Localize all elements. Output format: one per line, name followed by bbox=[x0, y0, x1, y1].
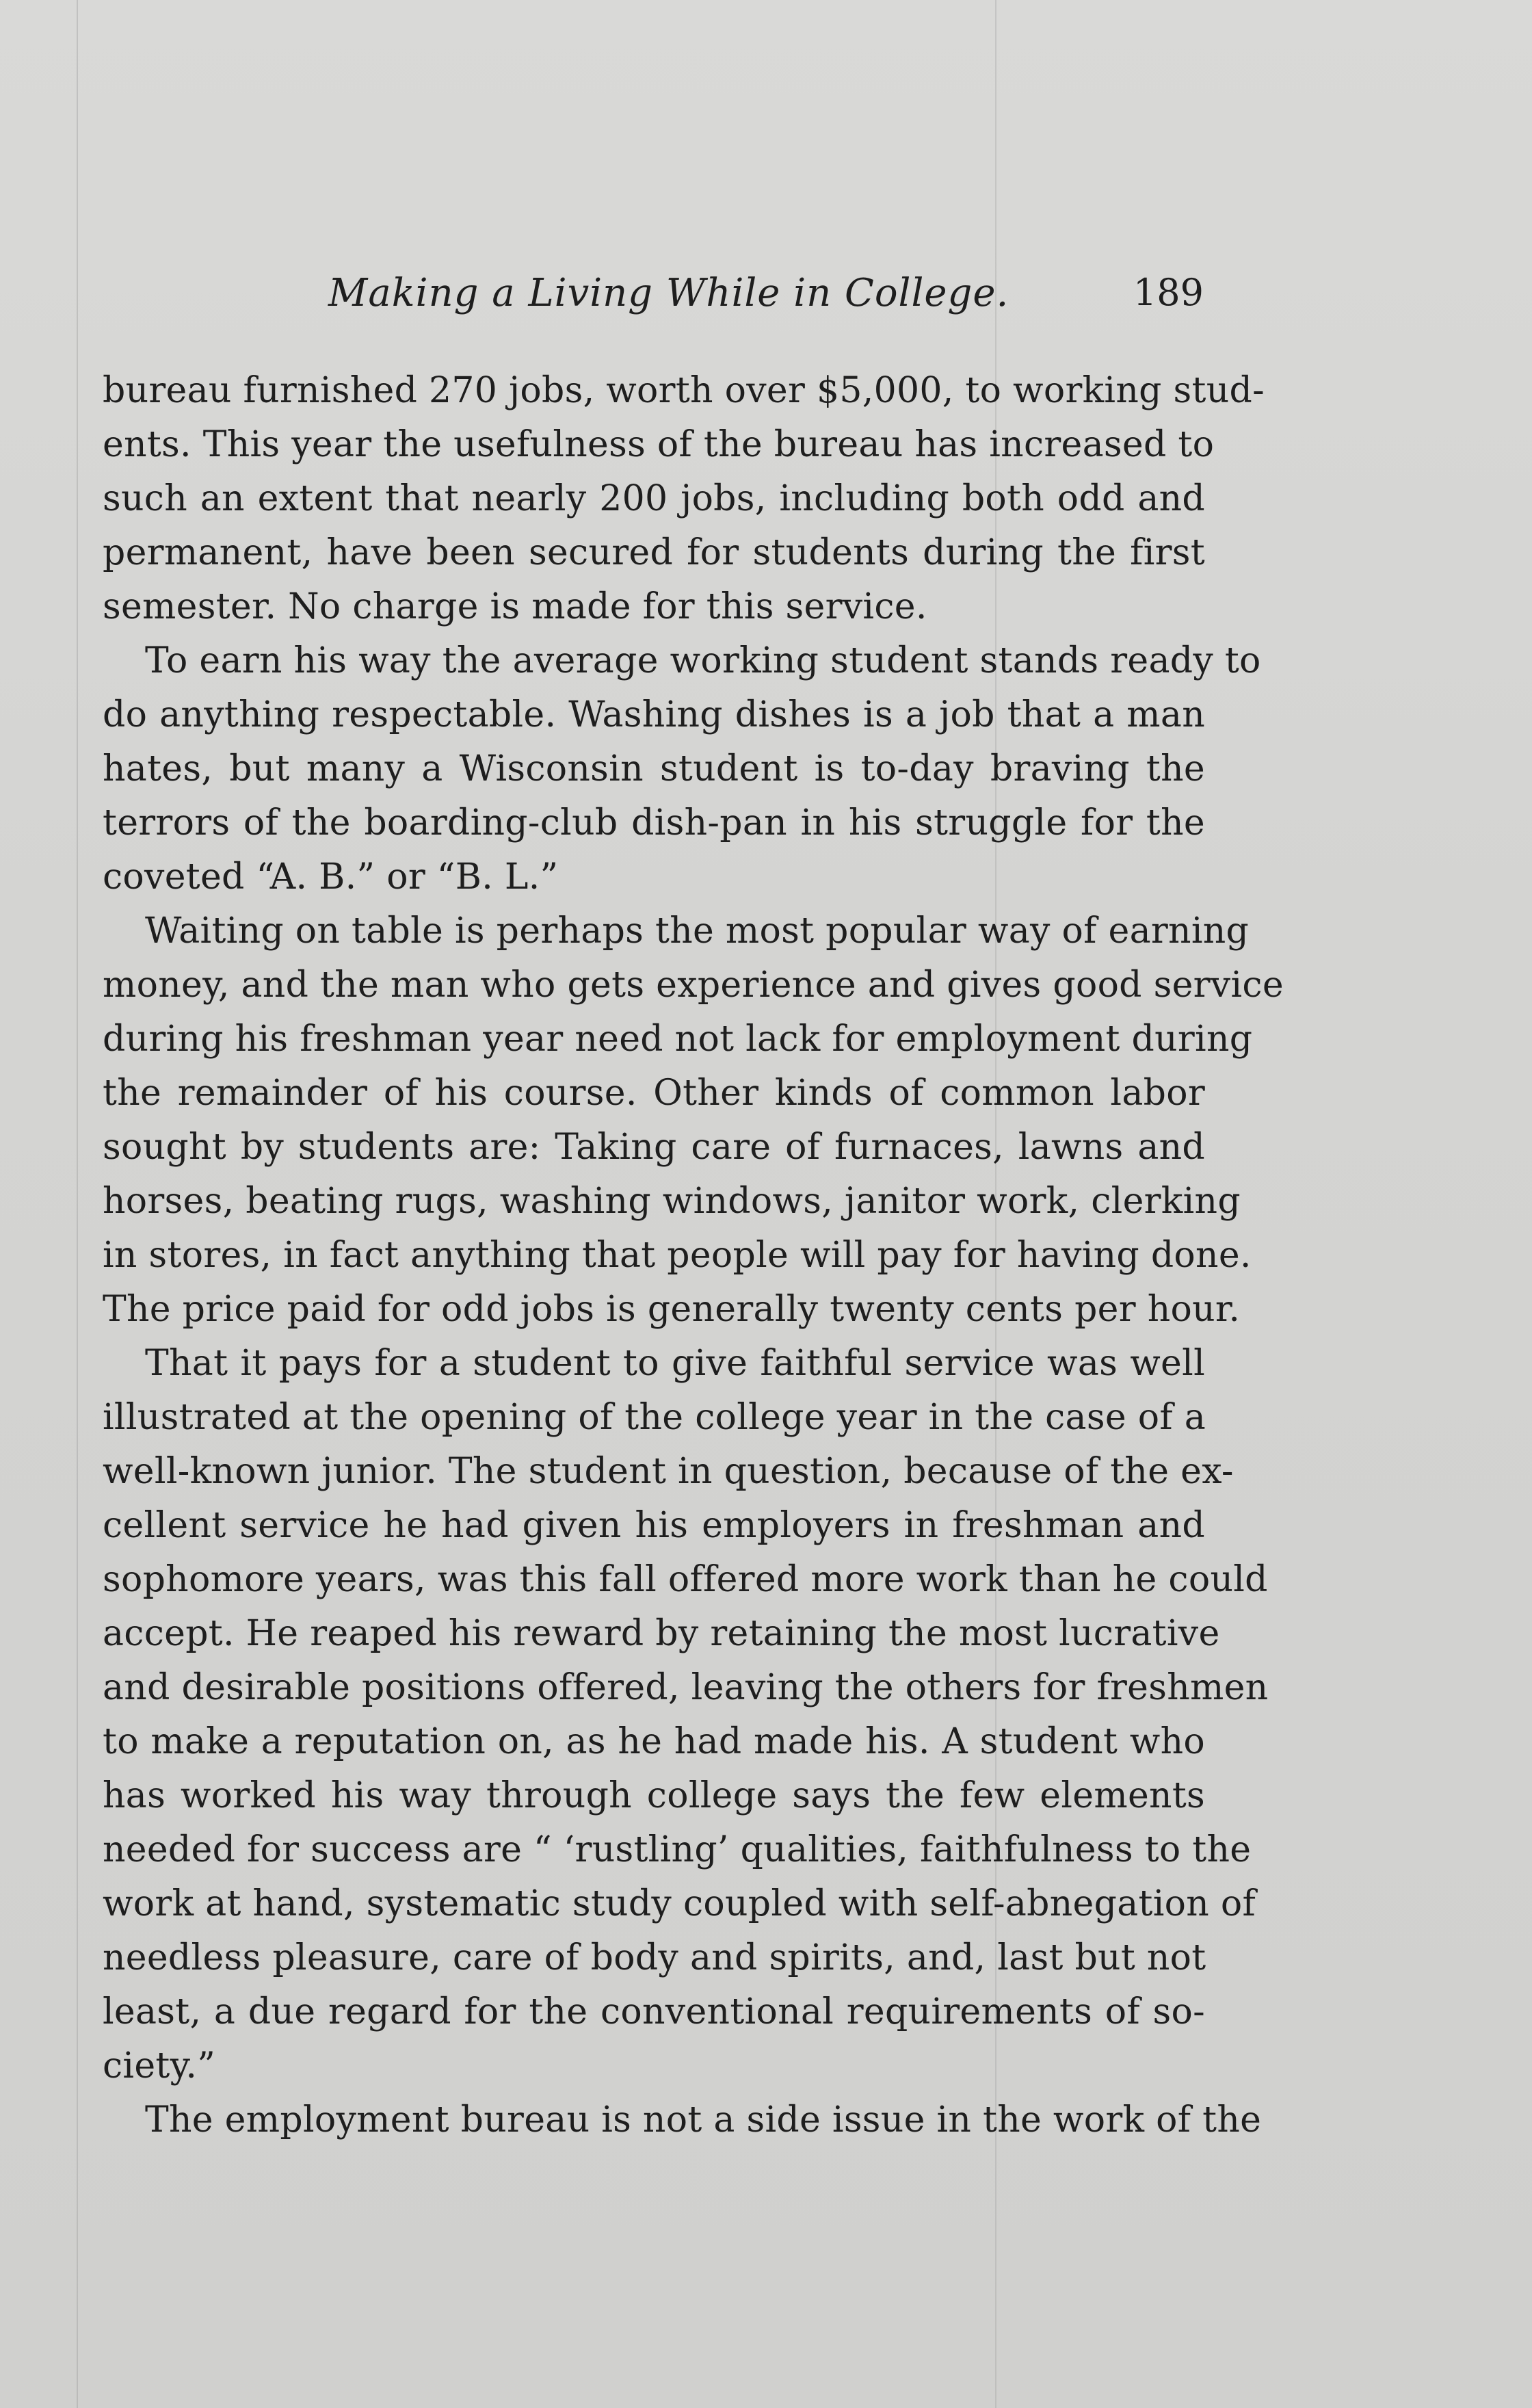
text-line: bureau furnished 270 jobs, worth over $5,000, to working stud- bbox=[103, 370, 1265, 411]
text-line: work at hand, systematic study coupled with self-abnegation of bbox=[103, 1883, 1256, 1924]
text-line: in stores, in fact anything that people will pay for having done. bbox=[103, 1235, 1252, 1276]
text-line: do anything respectable. Washing dishes is a job that a man bbox=[103, 694, 1205, 735]
running-title: Making a Living While in College. bbox=[328, 271, 1009, 315]
text-line: ents. This year the usefulness of the bureau has increased to bbox=[103, 424, 1215, 465]
text-line: semester. No charge is made for this service. bbox=[103, 586, 927, 627]
text-line: cellent service he had given his employers in freshman and bbox=[103, 1505, 1205, 1546]
text-line: sophomore years, was this fall offered more work than he could bbox=[103, 1559, 1268, 1600]
text-line: Waiting on table is perhaps the most popular way of earning bbox=[145, 911, 1250, 952]
text-line: hates, but many a Wisconsin student is to-day braving the bbox=[103, 748, 1205, 789]
text-line: terrors of the boarding-club dish-pan in his struggle for the bbox=[103, 802, 1205, 843]
text-line: needed for success are “ ‘rustling’ qualities, faithfulness to the bbox=[103, 1829, 1252, 1870]
text-line: illustrated at the opening of the college year in the case of a bbox=[103, 1397, 1206, 1438]
text-line: ciety.” bbox=[103, 2045, 216, 2086]
text-line: coveted “A. B.” or “B. L.” bbox=[103, 856, 559, 898]
text-line: during his freshman year need not lack for employment during bbox=[103, 1019, 1253, 1060]
text-line: to make a reputation on, as he had made his. A student who bbox=[103, 1721, 1205, 1762]
text-line: sought by students are: Taking care of furnaces, lawns and bbox=[103, 1127, 1205, 1168]
text-line: The price paid for odd jobs is generally twenty cents per hour. bbox=[103, 1289, 1241, 1330]
text-line: accept. He reaped his reward by retaining the most lucrative bbox=[103, 1613, 1220, 1654]
page-header bbox=[103, 271, 1204, 326]
text-line: such an extent that nearly 200 jobs, including both odd and bbox=[103, 478, 1205, 519]
text-line: To earn his way the average working student stands ready to bbox=[145, 640, 1261, 681]
text-line: has worked his way through college says the few elements bbox=[103, 1775, 1205, 1816]
text-line: money, and the man who gets experience and gives good service bbox=[103, 965, 1284, 1006]
text-line: permanent, have been secured for students during the first bbox=[103, 532, 1205, 573]
text-line: well-known junior. The student in question, because of the ex- bbox=[103, 1451, 1234, 1492]
text-line: least, a due regard for the conventional requirements of so- bbox=[103, 1991, 1205, 2032]
text-line: The employment bureau is not a side issue in the work of the bbox=[145, 2099, 1262, 2141]
page-number: 189 bbox=[1133, 271, 1204, 314]
text-line: and desirable positions offered, leaving the others for freshmen bbox=[103, 1667, 1269, 1708]
text-line: horses, beating rugs, washing windows, janitor work, clerking bbox=[103, 1181, 1241, 1222]
text-line: That it pays for a student to give faithful service was well bbox=[145, 1343, 1205, 1384]
text-line: the remainder of his course. Other kinds of common labor bbox=[103, 1073, 1205, 1114]
body-text bbox=[103, 364, 1284, 2147]
scan-edge-line bbox=[77, 0, 78, 2408]
text-line: needless pleasure, care of body and spirits, and, last but not bbox=[103, 1937, 1206, 1978]
